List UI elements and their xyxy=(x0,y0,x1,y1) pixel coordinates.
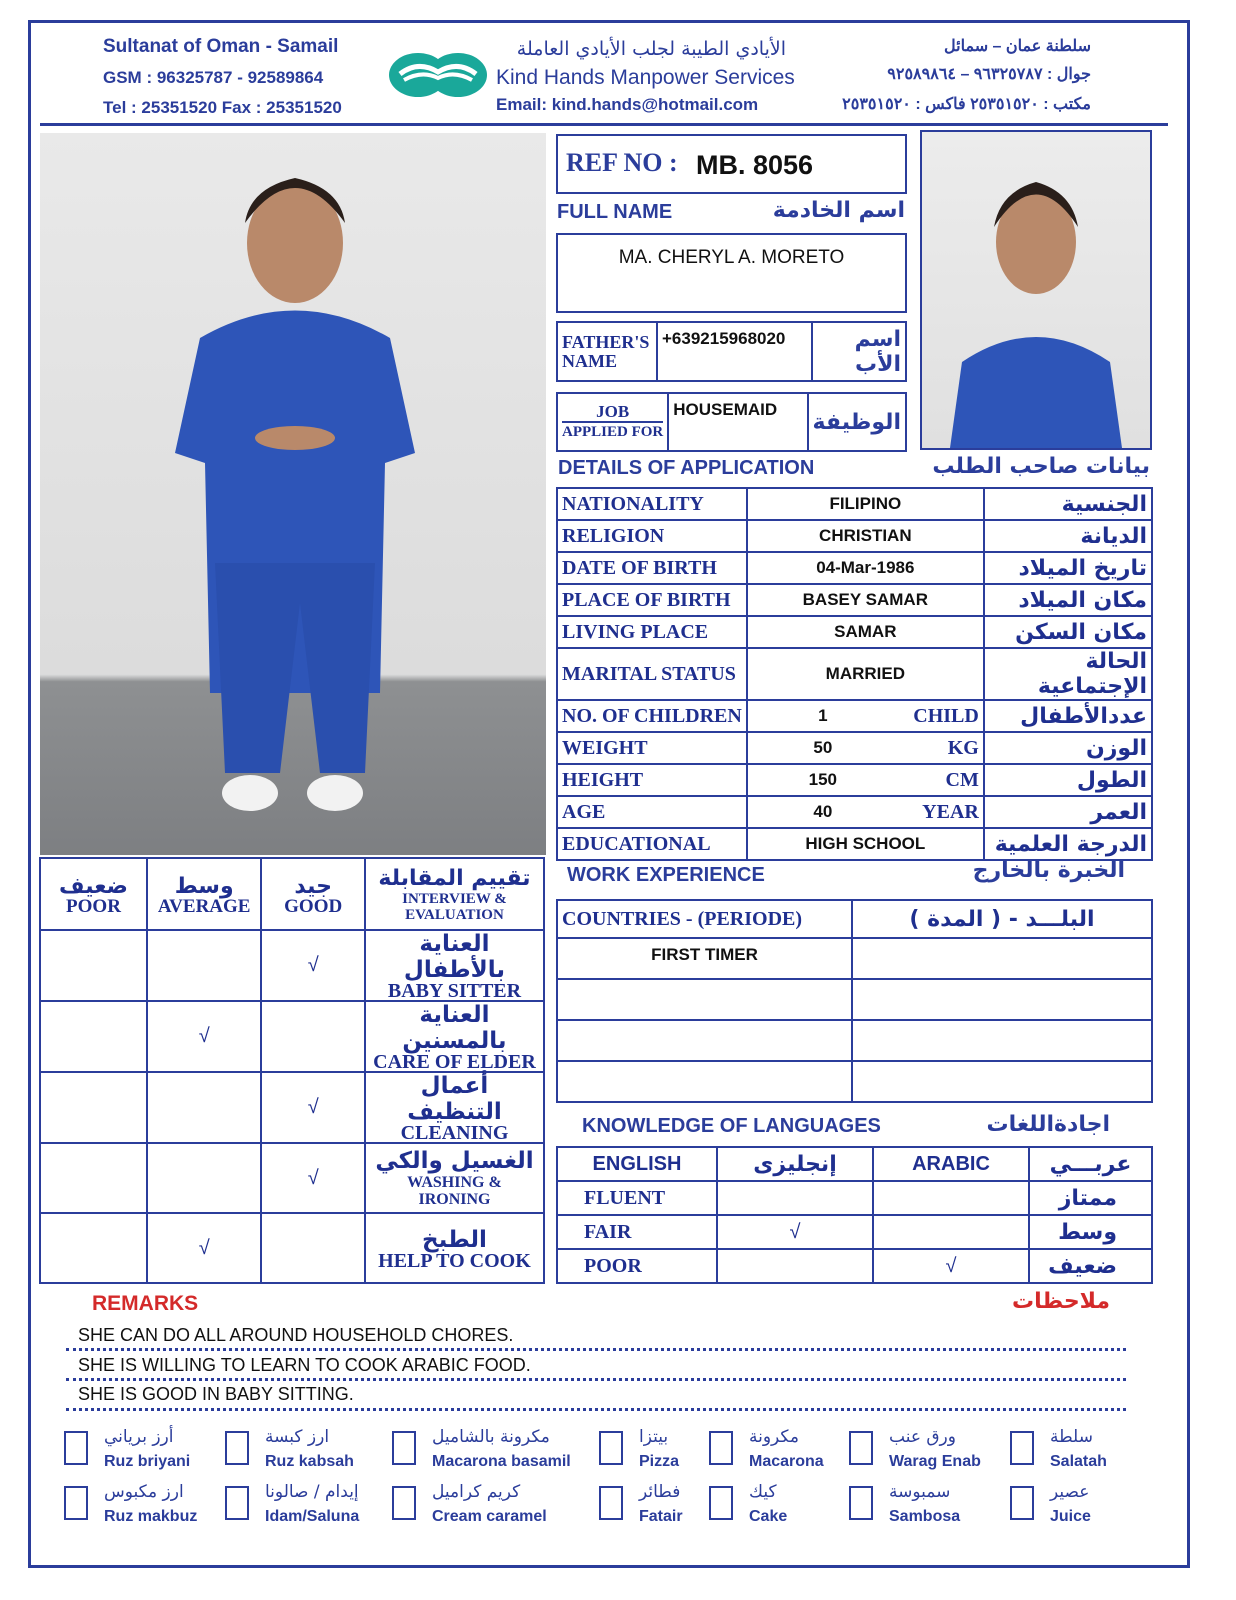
rating-cell-good: √ xyxy=(261,930,365,1001)
remark-line-2: SHE IS WILLING TO LEARN TO COOK ARABIC FOOD. xyxy=(78,1355,531,1375)
evaluation-header-cell xyxy=(365,858,544,930)
food-checkbox[interactable] xyxy=(709,1486,733,1520)
portrait-person-icon xyxy=(922,132,1150,448)
evaluation-table xyxy=(39,857,545,1284)
evaluation-header-cell xyxy=(40,858,147,930)
work-experience-title-ar: الخبرة بالخارج xyxy=(972,858,1125,883)
evaluation-skill xyxy=(365,1001,544,1072)
language-level-row xyxy=(557,1181,1152,1215)
rating-cell-poor xyxy=(40,1001,147,1072)
details-label: LIVING PLACE xyxy=(557,616,747,648)
food-checkbox[interactable] xyxy=(1010,1431,1034,1465)
details-value-cell xyxy=(747,488,984,520)
details-label-ar: عددالأطفال xyxy=(984,700,1152,732)
language-level-label: FAIR xyxy=(557,1215,717,1249)
rating-cell-average xyxy=(147,1072,261,1143)
details-row xyxy=(557,616,1152,648)
job-label-cell xyxy=(557,393,668,451)
company-email: Email: kind.hands@hotmail.com xyxy=(496,95,759,114)
location-ar: سلطنة عمان – سمائل xyxy=(944,38,1091,55)
rating-cell-good: √ xyxy=(261,1143,365,1213)
details-label: NATIONALITY xyxy=(557,488,747,520)
person-standing-icon xyxy=(40,133,546,855)
details-row xyxy=(557,552,1152,584)
rating-cell-poor xyxy=(40,1072,147,1143)
details-value-cell xyxy=(747,764,984,796)
details-label: RELIGION xyxy=(557,520,747,552)
father-name-table xyxy=(556,321,907,382)
food-name-ar: مكرونة بالشاميل xyxy=(432,1427,550,1447)
rating-cell-good: √ xyxy=(261,1072,365,1143)
details-value: 40 xyxy=(813,802,833,821)
rating-cell-poor xyxy=(40,1143,147,1213)
details-label: NO. OF CHILDREN xyxy=(557,700,747,732)
details-value-cell xyxy=(747,616,984,648)
details-label-ar: تاريخ الميلاد xyxy=(984,552,1152,584)
language-header-cell: إنجليزى xyxy=(717,1147,873,1181)
evaluation-header-en: GOOD xyxy=(284,895,343,917)
details-label-ar: الوزن xyxy=(984,732,1152,764)
work-row xyxy=(557,938,1152,979)
details-row xyxy=(557,648,1152,700)
work-cell xyxy=(557,1020,852,1061)
food-checkbox[interactable] xyxy=(392,1486,416,1520)
details-unit: YEAR xyxy=(922,800,979,823)
arabic-level-cell xyxy=(873,1181,1029,1215)
details-label: PLACE OF BIRTH xyxy=(557,584,747,616)
languages-title-ar: اجادةاللغات xyxy=(986,1112,1110,1137)
food-checkbox[interactable] xyxy=(709,1431,733,1465)
food-name-ar: عصير xyxy=(1050,1482,1090,1502)
tel-fax: Tel : 25351520 Fax : 25351520 xyxy=(103,98,342,117)
languages-table xyxy=(556,1146,1153,1284)
job-label-ar: الوظيفة xyxy=(808,393,906,451)
details-value: HIGH SCHOOL xyxy=(805,834,926,853)
skill-ar: أعمال التنظيف xyxy=(407,1073,502,1125)
language-level-row xyxy=(557,1215,1152,1249)
food-name-en: Sambosa xyxy=(889,1508,961,1525)
arabic-level-cell xyxy=(873,1215,1029,1249)
details-row xyxy=(557,488,1152,520)
details-label-ar: مكان الميلاد xyxy=(984,584,1152,616)
language-level-label: FLUENT xyxy=(557,1181,717,1215)
language-level-ar: ضعيف xyxy=(1029,1249,1152,1283)
job-value: HOUSEMAID xyxy=(668,393,807,451)
food-name-ar: كيك xyxy=(749,1482,777,1502)
details-value: BASEY SAMAR xyxy=(802,590,928,609)
language-header-cell: ARABIC xyxy=(873,1147,1029,1181)
rating-cell-good xyxy=(261,1001,365,1072)
languages-header-row xyxy=(557,1147,1152,1181)
details-row xyxy=(557,796,1152,828)
details-label-ar: الدرجة العلمية xyxy=(984,828,1152,860)
evaluation-header-cell xyxy=(261,858,365,930)
food-name-en: Ruz makbuz xyxy=(104,1508,198,1525)
rating-cell-average xyxy=(147,1143,261,1213)
skill-en: CARE OF ELDER xyxy=(373,1051,536,1073)
details-label-ar: الجنسية xyxy=(984,488,1152,520)
food-checkbox[interactable] xyxy=(64,1486,88,1520)
skill-en: CLEANING xyxy=(400,1122,509,1144)
evaluation-row xyxy=(40,1072,544,1143)
rating-cell-average xyxy=(147,930,261,1001)
full-body-photo xyxy=(40,133,546,855)
skill-en: HELP TO COOK xyxy=(378,1249,531,1272)
work-cell xyxy=(852,938,1152,979)
portrait-photo xyxy=(920,130,1152,450)
skill-en: WASHING & IRONING xyxy=(407,1174,502,1208)
food-name-en: Fatair xyxy=(639,1508,683,1525)
food-name-ar: أرز برياني xyxy=(104,1427,174,1447)
evaluation-row xyxy=(40,930,544,1001)
details-value: SAMAR xyxy=(834,622,897,641)
ref-box xyxy=(556,134,907,194)
company-location: Sultanat of Oman - Samail xyxy=(103,36,339,57)
details-unit: KG xyxy=(947,736,979,759)
work-header-row xyxy=(557,900,1152,938)
details-value-cell xyxy=(747,520,984,552)
details-label: HEIGHT xyxy=(557,764,747,796)
evaluation-header-cell xyxy=(147,858,261,930)
remark-divider-2 xyxy=(66,1378,1126,1381)
rating-cell-poor xyxy=(40,1213,147,1283)
details-value-cell xyxy=(747,828,984,860)
details-label: AGE xyxy=(557,796,747,828)
evaluation-skill xyxy=(365,1143,544,1213)
food-name-ar: إيدام / صالونا xyxy=(265,1482,359,1502)
father-label-cell xyxy=(557,322,657,381)
food-name-en: Warag Enab xyxy=(889,1453,981,1470)
details-row xyxy=(557,732,1152,764)
food-checkbox[interactable] xyxy=(392,1431,416,1465)
food-checkbox[interactable] xyxy=(849,1486,873,1520)
food-name-en: Juice xyxy=(1050,1508,1091,1525)
handshake-logo-icon xyxy=(388,52,488,98)
food-name-en: Pizza xyxy=(639,1453,680,1470)
details-row xyxy=(557,700,1152,732)
language-level-row xyxy=(557,1249,1152,1283)
work-row xyxy=(557,1061,1152,1102)
food-checkbox[interactable] xyxy=(599,1431,623,1465)
company-name-ar: الأيادي الطيبة لجلب الأيادي العاملة xyxy=(516,38,786,60)
remarks-label-ar: ملاحظات xyxy=(1012,1289,1110,1314)
details-label: DATE OF BIRTH xyxy=(557,552,747,584)
food-name-en: Idam/Saluna xyxy=(265,1508,360,1525)
languages-title: KNOWLEDGE OF LANGUAGES xyxy=(582,1115,881,1137)
father-label-2: NAME xyxy=(562,350,617,371)
details-value-cell xyxy=(747,552,984,584)
details-table xyxy=(556,487,1153,861)
work-cell: FIRST TIMER xyxy=(557,938,852,979)
details-label: EDUCATIONAL xyxy=(557,828,747,860)
father-value: +639215968020 xyxy=(657,322,812,381)
job-label-1: JOB xyxy=(562,402,663,423)
work-cell xyxy=(557,979,852,1020)
rating-cell-average: √ xyxy=(147,1001,261,1072)
details-row xyxy=(557,584,1152,616)
evaluation-skill xyxy=(365,1213,544,1283)
details-value: 150 xyxy=(808,770,838,789)
food-name-en: Macarona basamil xyxy=(432,1453,571,1470)
food-checkbox[interactable] xyxy=(225,1486,249,1520)
work-col-countries: COUNTRIES - (PERIODE) xyxy=(557,900,852,938)
food-checkbox[interactable] xyxy=(64,1431,88,1465)
evaluation-skill xyxy=(365,1072,544,1143)
details-unit: CHILD xyxy=(913,704,979,727)
details-label-ar: مكان السكن xyxy=(984,616,1152,648)
details-value-cell xyxy=(747,796,984,828)
details-row xyxy=(557,828,1152,860)
english-level-cell xyxy=(717,1181,873,1215)
work-col-country-ar: البلـــد - ( المدة ) xyxy=(852,900,1152,938)
evaluation-header-ar: ضعيف xyxy=(59,873,128,899)
remark-line-1: SHE CAN DO ALL AROUND HOUSEHOLD CHORES. xyxy=(78,1325,514,1345)
job-applied-table xyxy=(556,392,907,452)
details-label-ar: الديانة xyxy=(984,520,1152,552)
father-label-ar: اسم الأب xyxy=(812,322,906,381)
food-name-ar: ارز مكبوس xyxy=(104,1482,184,1502)
company-name-en: Kind Hands Manpower Services xyxy=(496,66,795,89)
remark-line-3: SHE IS GOOD IN BABY SITTING. xyxy=(78,1384,354,1404)
food-name-en: Cream caramel xyxy=(432,1508,547,1525)
rating-cell-poor xyxy=(40,930,147,1001)
food-name-en: Macarona xyxy=(749,1453,824,1470)
ref-label: REF NO : xyxy=(566,148,678,177)
details-label-ar: الطول xyxy=(984,764,1152,796)
language-level-label: POOR xyxy=(557,1249,717,1283)
evaluation-header-row xyxy=(40,858,544,930)
language-header-cell: عربـــي xyxy=(1029,1147,1152,1181)
header-divider xyxy=(40,123,1168,126)
details-value: 1 xyxy=(818,706,828,725)
father-label-1: FATHER'S xyxy=(562,331,650,352)
full-name-label: FULL NAME xyxy=(557,201,673,223)
details-label-ar: العمر xyxy=(984,796,1152,828)
food-checkbox[interactable] xyxy=(225,1431,249,1465)
details-value-cell xyxy=(747,648,984,700)
details-label-ar: الحالة الإجتماعية xyxy=(984,648,1152,700)
food-checkbox[interactable] xyxy=(849,1431,873,1465)
work-cell xyxy=(557,1061,852,1102)
evaluation-skill xyxy=(365,930,544,1001)
gsm-numbers: GSM : 96325787 - 92589864 xyxy=(103,68,324,87)
evaluation-row xyxy=(40,1213,544,1283)
food-checkbox[interactable] xyxy=(1010,1486,1034,1520)
details-value-cell xyxy=(747,732,984,764)
food-name-ar: بيتزا xyxy=(639,1427,669,1447)
food-name-ar: سمبوسة xyxy=(889,1482,951,1502)
food-name-ar: سلطة xyxy=(1050,1427,1093,1447)
rating-cell-good xyxy=(261,1213,365,1283)
food-name-ar: ورق عنب xyxy=(889,1427,956,1447)
food-name-ar: كريم كراميل xyxy=(432,1482,521,1502)
food-name-en: Ruz kabsah xyxy=(265,1453,354,1470)
mobile-ar: جوال : ٩٦٣٢٥٧٨٧ – ٩٢٥٨٩٨٦٤ xyxy=(887,66,1091,83)
evaluation-header-en: INTERVIEW & EVALUATION xyxy=(402,890,507,923)
details-value: MARRIED xyxy=(825,664,905,683)
work-cell xyxy=(852,1061,1152,1102)
details-value: 04-Mar-1986 xyxy=(816,558,915,577)
evaluation-header-en: POOR xyxy=(66,895,121,917)
evaluation-header-ar: تقييم المقابلة xyxy=(378,865,531,891)
office-ar: مكتب : ٢٥٣٥١٥٢٠ فاكس : ٢٥٣٥١٥٢٠ xyxy=(842,96,1091,113)
work-experience-table xyxy=(556,899,1153,1103)
details-value: 50 xyxy=(813,738,833,757)
details-value: CHRISTIAN xyxy=(819,526,912,545)
english-level-cell xyxy=(717,1249,873,1283)
food-name-ar: ارز كبسة xyxy=(265,1427,330,1447)
work-row xyxy=(557,979,1152,1020)
work-experience-title: WORK EXPERIENCE xyxy=(567,864,765,886)
details-value-cell xyxy=(747,584,984,616)
language-level-ar: ممتاز xyxy=(1029,1181,1152,1215)
details-title: DETAILS OF APPLICATION xyxy=(558,457,815,479)
details-label: WEIGHT xyxy=(557,732,747,764)
remarks-label: REMARKS xyxy=(92,1292,199,1315)
details-value: FILIPINO xyxy=(829,494,902,513)
work-row xyxy=(557,1020,1152,1061)
work-cell xyxy=(852,1020,1152,1061)
remark-divider-1 xyxy=(66,1348,1126,1351)
details-value-cell xyxy=(747,700,984,732)
full-name-label-ar: اسم الخادمة xyxy=(772,198,905,223)
details-row xyxy=(557,520,1152,552)
food-name-ar: فطائر xyxy=(639,1482,681,1502)
evaluation-header-en: AVERAGE xyxy=(157,895,251,917)
skill-ar: العناية بالمسنين xyxy=(402,1002,507,1054)
full-name-box xyxy=(556,233,907,313)
work-cell xyxy=(852,979,1152,1020)
details-title-ar: بيانات صاحب الطلب xyxy=(932,454,1150,479)
food-name-en: Cake xyxy=(749,1508,788,1525)
arabic-level-cell: √ xyxy=(873,1249,1029,1283)
language-level-ar: وسط xyxy=(1029,1215,1152,1249)
details-label: MARITAL STATUS xyxy=(557,648,747,700)
full-name-value: MA. CHERYL A. MORETO xyxy=(618,247,845,268)
evaluation-row xyxy=(40,1143,544,1213)
rating-cell-average: √ xyxy=(147,1213,261,1283)
food-checkbox[interactable] xyxy=(599,1486,623,1520)
ref-number: MB. 8056 xyxy=(696,150,814,180)
company-logo xyxy=(388,52,488,98)
evaluation-header-ar: جيد xyxy=(294,873,332,899)
details-unit: CM xyxy=(945,768,979,791)
food-name-en: Ruz briyani xyxy=(104,1453,191,1470)
skill-en: BABY SITTER xyxy=(387,980,522,1002)
food-name-en: Salatah xyxy=(1050,1453,1107,1470)
evaluation-row xyxy=(40,1001,544,1072)
job-label-2: APPLIED FOR xyxy=(562,424,664,440)
language-header-cell: ENGLISH xyxy=(557,1147,717,1181)
skill-ar: العناية بالأطفال xyxy=(403,931,506,983)
skill-ar: الغسيل والكي xyxy=(375,1148,534,1174)
english-level-cell: √ xyxy=(717,1215,873,1249)
skill-ar: الطبخ xyxy=(422,1226,487,1253)
details-row xyxy=(557,764,1152,796)
remark-divider-3 xyxy=(66,1408,1126,1411)
food-name-ar: مكرونة xyxy=(749,1427,799,1447)
evaluation-header-ar: وسط xyxy=(174,873,234,899)
